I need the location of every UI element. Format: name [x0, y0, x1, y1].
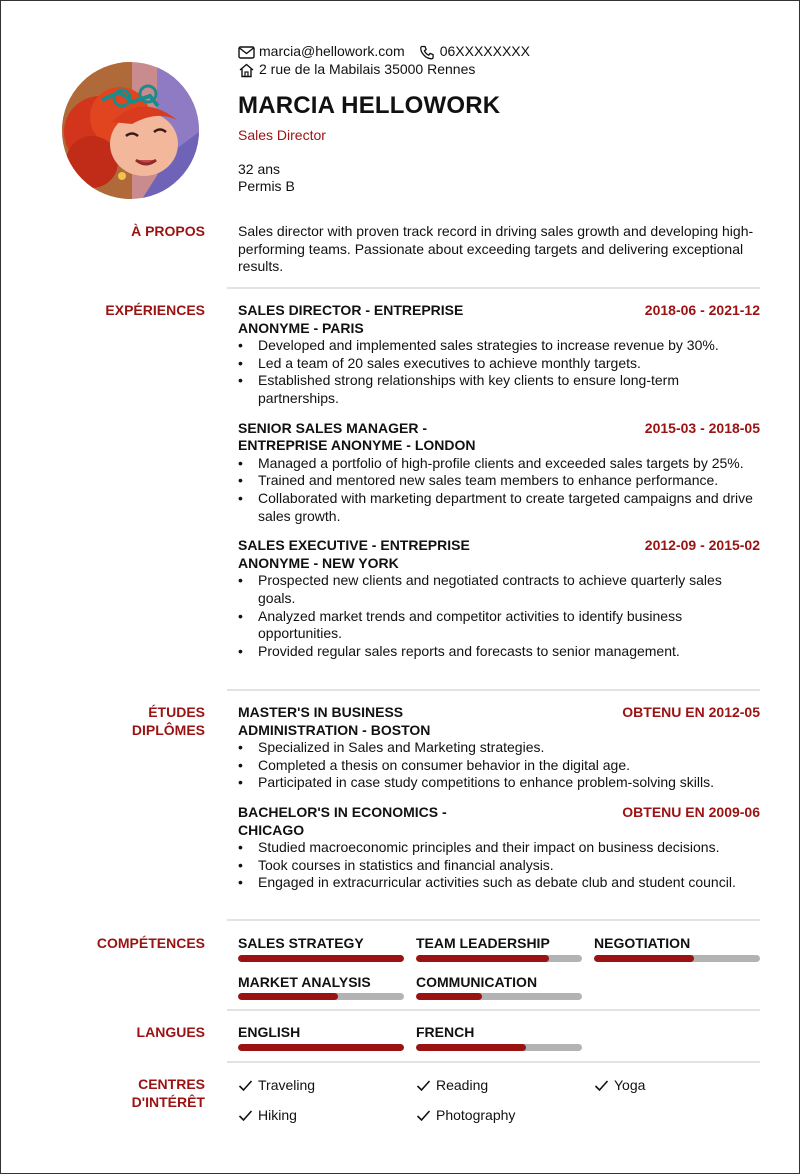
interest-item — [238, 1106, 416, 1124]
phone-text: 06XXXXXXXX — [439, 43, 530, 60]
checkmark-icon — [416, 1109, 431, 1122]
bullet-item: • Prospected new clients and negotiated contracts to achieve quarterly sales goals. — [238, 572, 760, 607]
language-bar — [416, 1044, 582, 1051]
experience-entry — [238, 537, 760, 660]
education-label — [25, 704, 205, 739]
skill-item — [594, 935, 760, 962]
entry-bullets — [238, 839, 760, 892]
interests-label — [25, 1076, 205, 1111]
education-entry — [238, 704, 760, 792]
skill-bar — [238, 993, 404, 1000]
bullet-item: • Established strong relationships with key clients to ensure long-term partnerships. — [238, 372, 760, 407]
bullet-item: • Led a team of 20 sales executives to achieve monthly targets. — [238, 355, 760, 373]
language-item — [238, 1024, 404, 1051]
interests-label-line1: CENTRES — [138, 1076, 205, 1092]
email[interactable] — [238, 43, 405, 61]
skill-item — [416, 974, 582, 1001]
interests-grid — [238, 1076, 760, 1124]
interest-item — [238, 1076, 416, 1094]
entry-date: 2012-09 - 2015-02 — [644, 537, 760, 554]
experience-list — [238, 302, 760, 672]
entry-title: MASTER'S IN BUSINESS ADMINISTRATION - BOSTON — [238, 704, 431, 738]
experience-label: EXPÉRIENCES — [105, 302, 205, 318]
interest-label: Reading — [436, 1077, 489, 1093]
skill-name: COMMUNICATION — [416, 973, 538, 990]
skill-bar-fill — [416, 993, 482, 1000]
entry-bullets — [238, 572, 760, 660]
checkmark-icon — [238, 1109, 253, 1122]
languages-grid — [238, 1024, 760, 1051]
envelope-icon — [238, 45, 255, 60]
header — [238, 43, 768, 196]
checkmark-icon — [416, 1079, 431, 1092]
address — [238, 61, 475, 79]
email-text: marcia@hellowork.com — [259, 43, 405, 60]
bullet-item: • Engaged in extracurricular activities such as debate club and student council. — [238, 874, 760, 892]
home-icon — [238, 63, 255, 78]
entry-bullets — [238, 337, 760, 407]
language-bar-fill — [238, 1044, 404, 1051]
interest-item — [594, 1076, 760, 1094]
bullet-item: • Studied macroeconomic principles and their impact on business decisions. — [238, 839, 760, 857]
profile-meta — [238, 161, 768, 196]
interest-label: Yoga — [614, 1077, 646, 1093]
divider — [227, 1009, 760, 1011]
education-entry — [238, 804, 760, 892]
entry-title: BACHELOR'S IN ECONOMICS - CHICAGO — [238, 803, 447, 838]
bullet-item: • Provided regular sales reports and forecasts to senior management. — [238, 643, 760, 661]
skill-bar — [416, 955, 582, 962]
language-item — [416, 1024, 582, 1051]
entry-bullets — [238, 455, 760, 525]
skill-bar — [238, 955, 404, 962]
checkmark-icon — [238, 1079, 253, 1092]
entry-title: SALES EXECUTIVE - ENTREPRISE ANONYME - NEW YORK — [238, 537, 470, 571]
bullet-item: • Developed and implemented sales strategies to increase revenue by 30%. — [238, 337, 760, 355]
entry-date: 2015-03 - 2018-05 — [644, 419, 760, 436]
bullet-item: • Completed a thesis on consumer behavior in the digital age. — [238, 757, 760, 775]
education-list — [238, 704, 760, 904]
entry-title: SALES DIRECTOR - ENTREPRISE ANONYME - PARIS — [238, 302, 464, 336]
experience-entry — [238, 420, 760, 526]
language-bar-fill — [416, 1044, 526, 1051]
interests-label-line2: D'INTÉRÊT — [131, 1093, 205, 1110]
address-text: 2 rue de la Mabilais 35000 Rennes — [259, 61, 476, 78]
age: 32 ans — [238, 160, 281, 177]
skill-name: MARKET ANALYSIS — [238, 973, 371, 990]
interest-item — [416, 1106, 594, 1124]
driving-license: Permis B — [238, 178, 295, 195]
skill-bar — [416, 993, 582, 1000]
entry-bullets — [238, 739, 760, 792]
interest-label: Hiking — [258, 1107, 297, 1123]
checkmark-icon — [594, 1079, 609, 1092]
bullet-item: • Took courses in statistics and financial analysis. — [238, 857, 760, 875]
language-name: ENGLISH — [238, 1024, 301, 1040]
bullet-item: • Trained and mentored new sales team members to enhance performance. — [238, 472, 760, 490]
interest-label: Photography — [436, 1107, 516, 1123]
education-label-line2: DIPLÔMES — [131, 721, 205, 738]
avatar — [62, 62, 199, 199]
bullet-item: • Participated in case study competitions to enhance problem-solving skills. — [238, 774, 760, 792]
skill-name: SALES STRATEGY — [238, 935, 364, 951]
experience-entry — [238, 302, 760, 408]
avatar-illustration — [62, 62, 199, 199]
divider — [227, 919, 760, 921]
languages-label: LANGUES — [136, 1024, 205, 1040]
phone[interactable] — [419, 43, 530, 61]
entry-date: OBTENU EN 2012-05 — [622, 704, 760, 720]
interest-label: Traveling — [258, 1077, 316, 1093]
entry-title: SENIOR SALES MANAGER - ENTREPRISE ANONYME - LONDON — [238, 419, 476, 454]
skill-item — [238, 935, 404, 962]
language-bar — [238, 1044, 404, 1051]
entry-date: 2018-06 - 2021-12 — [644, 302, 760, 318]
entry-date: OBTENU EN 2009-06 — [622, 803, 760, 820]
skill-bar-fill — [238, 993, 338, 1000]
language-name: FRENCH — [416, 1024, 475, 1040]
phone-icon — [419, 45, 436, 60]
skill-item — [416, 935, 582, 962]
skill-bar-fill — [594, 955, 694, 962]
skill-bar-fill — [238, 955, 404, 962]
bullet-item: • Collaborated with marketing department to create targeted campaigns and drive sales growth. — [238, 490, 760, 525]
bullet-item: • Managed a portfolio of high-profile clients and exceeded sales targets by 25%. — [238, 455, 760, 473]
skill-item — [238, 974, 404, 1001]
contact-row — [238, 43, 768, 61]
interest-item — [416, 1076, 594, 1094]
address-row — [238, 61, 768, 79]
profile-name: MARCIA HELLOWORK — [238, 92, 501, 119]
skills-grid — [238, 935, 760, 1000]
about-text: Sales director with proven track record in driving sales growth and developing high-performing teams. Passionate about exceeding targets and delivering exceptional results. — [238, 223, 754, 275]
divider — [227, 1061, 760, 1063]
education-label-line1: ÉTUDES — [148, 704, 205, 720]
skill-bar — [594, 955, 760, 962]
skill-name: TEAM LEADERSHIP — [416, 935, 550, 951]
job-title: Sales Director — [238, 127, 326, 143]
skill-bar-fill — [416, 955, 549, 962]
bullet-item: • Specialized in Sales and Marketing strategies. — [238, 739, 760, 757]
divider — [227, 689, 760, 691]
skill-name: NEGOTIATION — [594, 935, 691, 951]
bullet-item: • Analyzed market trends and competitor activities to identify business opportunities. — [238, 608, 760, 643]
skills-label: COMPÉTENCES — [96, 935, 205, 951]
divider — [227, 287, 760, 289]
about-label: À PROPOS — [131, 223, 205, 239]
